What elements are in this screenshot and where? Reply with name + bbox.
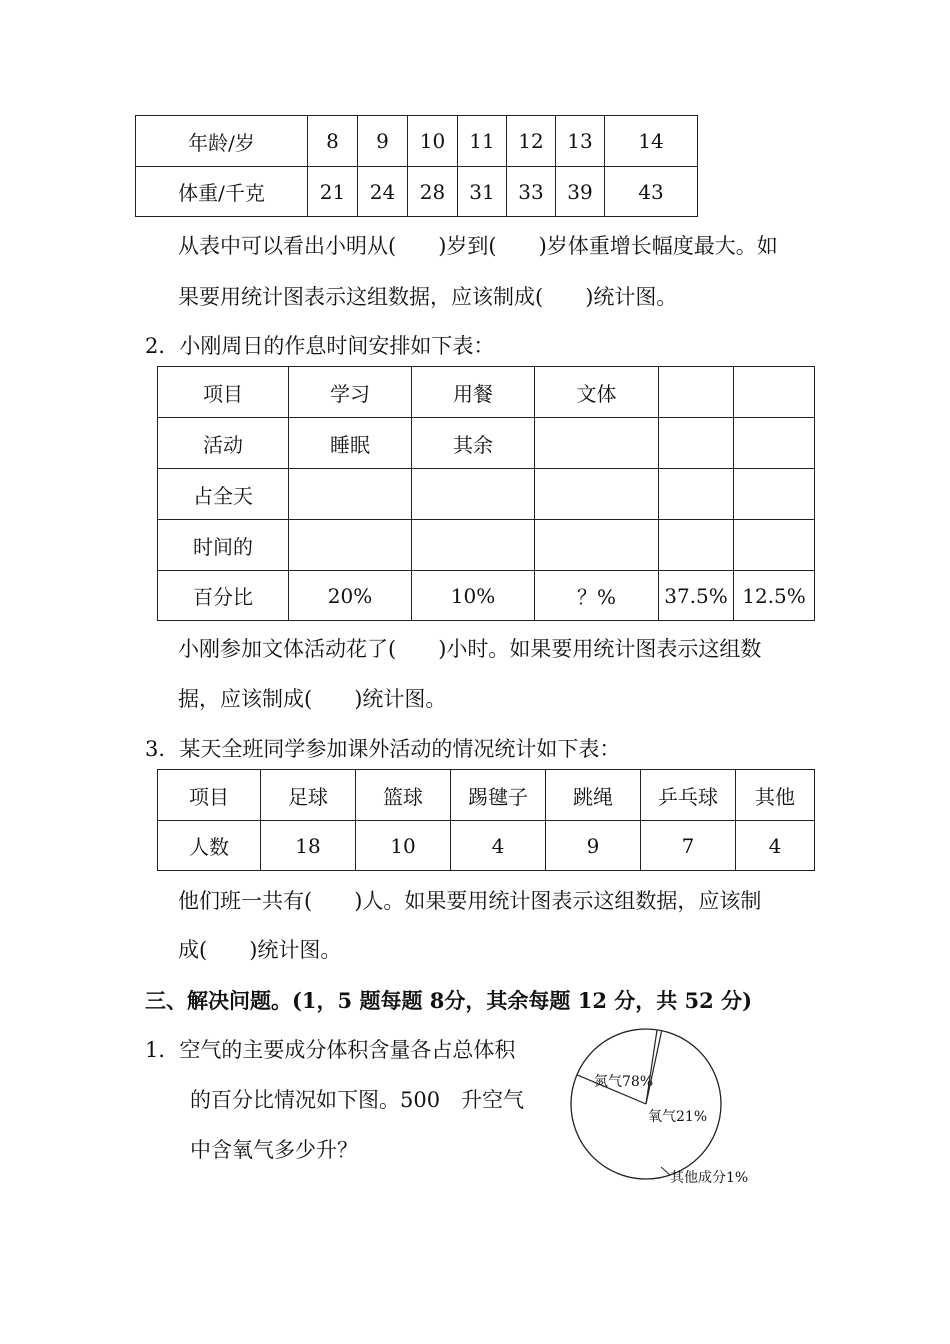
- problem-text-line: 的百分比情况如下图。500 升空气: [190, 1088, 525, 1112]
- table-cell: 时间的: [158, 520, 289, 571]
- table-cell: 项目: [158, 770, 261, 821]
- table-cell: [412, 469, 535, 520]
- table-cell: 4: [736, 821, 815, 871]
- age-weight-table: [135, 115, 698, 217]
- table-cell: 14: [605, 116, 698, 167]
- table-cell: [659, 418, 734, 469]
- table-cell: [535, 418, 659, 469]
- table-cell: 7: [641, 821, 736, 871]
- table-cell: [734, 367, 815, 418]
- table-cell: 其余: [412, 418, 535, 469]
- problem-text-line: 1．空气的主要成分体积含量各占总体积: [145, 1038, 516, 1062]
- slice-label-oxygen: 氧气21%: [648, 1109, 708, 1125]
- table-cell: 31: [458, 167, 507, 217]
- table-cell: [412, 520, 535, 571]
- leader-line: [661, 1167, 670, 1175]
- table-cell: 项目: [158, 367, 289, 418]
- q3-text-line: 成( )统计图。: [178, 938, 342, 962]
- table-cell: 12: [507, 116, 556, 167]
- table-cell: 足球: [261, 770, 356, 821]
- table-row: [158, 520, 815, 571]
- table-row: [158, 770, 815, 821]
- table-cell: [289, 520, 412, 571]
- table-row: [158, 469, 815, 520]
- table-row: [158, 571, 815, 621]
- table-cell: 百分比: [158, 571, 289, 621]
- table-cell: 24: [358, 167, 408, 217]
- table-cell: [734, 418, 815, 469]
- table-cell: 10%: [412, 571, 535, 621]
- table-cell: 10: [356, 821, 451, 871]
- table-cell: [659, 367, 734, 418]
- table-cell: 用餐: [412, 367, 535, 418]
- table-cell: 学习: [289, 367, 412, 418]
- table-cell: 11: [458, 116, 507, 167]
- slice-label-nitrogen: 氮气78%: [594, 1074, 654, 1090]
- table-cell: 39: [556, 167, 605, 217]
- table-cell: 活动: [158, 418, 289, 469]
- q3-title: 3．某天全班同学参加课外活动的情况统计如下表：: [145, 737, 621, 761]
- table-cell: 28: [408, 167, 458, 217]
- table-cell: 乒乓球: [641, 770, 736, 821]
- q1-text-line: 果要用统计图表示这组数据，应该制成( )统计图。: [178, 285, 678, 309]
- problem-text-line: 中含氧气多少升？: [190, 1138, 358, 1162]
- table-cell: 睡眠: [289, 418, 412, 469]
- q1-text-line: 从表中可以看出小明从( )岁到( )岁体重增长幅度最大。如: [178, 234, 778, 258]
- table-row: [158, 418, 815, 469]
- table-cell: 20%: [289, 571, 412, 621]
- table-cell: 踢毽子: [451, 770, 546, 821]
- table-cell: [535, 469, 659, 520]
- q2-text-line: 据，应该制成( )统计图。: [178, 687, 447, 711]
- table-row: [158, 821, 815, 871]
- table-cell: 占全天: [158, 469, 289, 520]
- table-cell: 体重/千克: [136, 167, 308, 217]
- table-cell: 18: [261, 821, 356, 871]
- table-cell: 其他: [736, 770, 815, 821]
- table-cell: 43: [605, 167, 698, 217]
- table-cell: 12.5%: [734, 571, 815, 621]
- table-cell: [734, 520, 815, 571]
- q2-title: 2．小刚周日的作息时间安排如下表：: [145, 334, 495, 358]
- table-row: [158, 367, 815, 418]
- table-cell: 9: [546, 821, 641, 871]
- table-row: [136, 167, 698, 217]
- table-cell: ？%: [535, 571, 659, 621]
- pie-slice-boundary-other: [646, 1030, 657, 1104]
- table-cell: 33: [507, 167, 556, 217]
- table-cell: 人数: [158, 821, 261, 871]
- activity-table: [157, 769, 815, 871]
- table-cell: 篮球: [356, 770, 451, 821]
- section-heading: 三、解决问题。(1，5 题每题 8分，其余每题 12 分，共 52 分): [145, 988, 753, 1013]
- table-cell: 13: [556, 116, 605, 167]
- table-cell: 跳绳: [546, 770, 641, 821]
- q3-text-line: 他们班一共有( )人。如果要用统计图表示这组数据，应该制: [178, 889, 762, 913]
- table-cell: 年龄/岁: [136, 116, 308, 167]
- table-cell: 10: [408, 116, 458, 167]
- table-cell: 9: [358, 116, 408, 167]
- table-cell: 37.5%: [659, 571, 734, 621]
- table-cell: 8: [308, 116, 358, 167]
- q2-text-line: 小刚参加文体活动花了( )小时。如果要用统计图表示这组数: [178, 637, 762, 661]
- table-cell: 21: [308, 167, 358, 217]
- table-cell: 4: [451, 821, 546, 871]
- table-cell: [734, 469, 815, 520]
- table-cell: [289, 469, 412, 520]
- air-composition-pie-chart: [560, 1025, 800, 1195]
- pie-slice-boundary-nitrogen: [646, 1031, 662, 1104]
- slice-label-other: 其他成分1%: [670, 1170, 749, 1186]
- table-cell: 文体: [535, 367, 659, 418]
- table-cell: [535, 520, 659, 571]
- table-row: [136, 116, 698, 167]
- schedule-table: [157, 366, 815, 621]
- table-cell: [659, 469, 734, 520]
- table-cell: [659, 520, 734, 571]
